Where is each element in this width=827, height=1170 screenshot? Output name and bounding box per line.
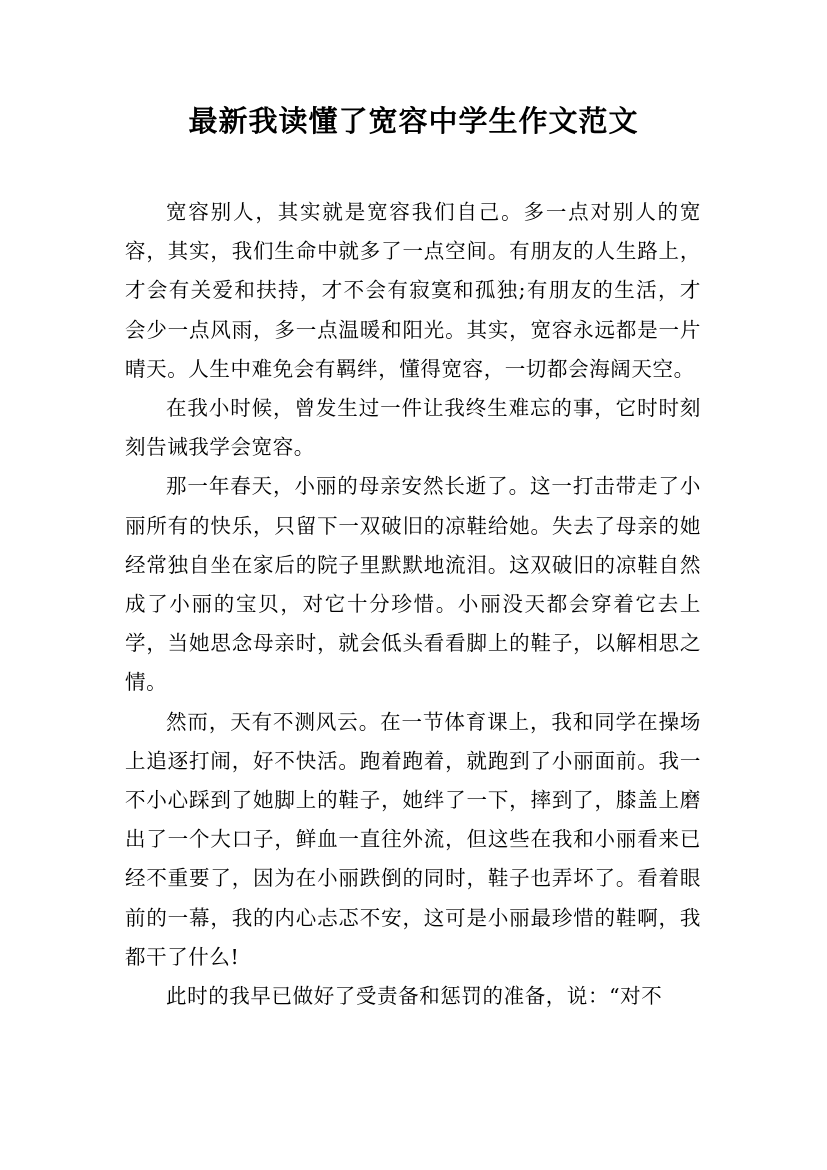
- paragraph-3: 那一年春天，小丽的母亲安然长逝了。这一打击带走了小丽所有的快乐，只留下一双破旧的凉鞋给她。失去了母亲的她经常独自坐在家后的院子里默默地流泪。这双破旧的凉鞋自然成了小丽的宝贝，对它十分珍惜。小丽没天都会穿着它去上学，当她思念母亲时，就会低头看看脚上的鞋子，以解相思之情。: [125, 474, 701, 695]
- document-body: [125, 193, 701, 1016]
- paragraph-1: 宽容别人，其实就是宽容我们自己。多一点对别人的宽容，其实，我们生命中就多了一点空间。有朋友的人生路上，才会有关爱和扶持，才不会有寂寞和孤独;有朋友的生活，才会少一点风雨，多一点温暖和阳光。其实，宽容永远都是一片晴天。人生中难免会有羁绊，懂得宽容，一切都会海阔天空。: [125, 200, 701, 381]
- paragraph-5: 此时的我早已做好了受责备和惩罚的准备，说：“对不: [166, 984, 663, 1009]
- document-title: 最新我读懂了宽容中学生作文范文: [188, 104, 639, 138]
- paragraph-2: 在我小时候，曾发生过一件让我终生难忘的事，它时时刻刻告诫我学会宽容。: [125, 396, 701, 460]
- paragraph-4: 然而，天有不测风云。在一节体育课上，我和同学在操场上追逐打闹，好不快活。跑着跑着，就跑到了小丽面前。我一不小心踩到了她脚上的鞋子，她绊了一下，摔到了，膝盖上磨出了一个大口子，鲜血一直往外流，但这些在我和小丽看来已经不重要了，因为在小丽跌倒的同时，鞋子也弄坏了。看着眼前的一幕，我的内心忐忑不安，这可是小丽最珍惜的鞋啊，我都干了什么!: [125, 709, 701, 969]
